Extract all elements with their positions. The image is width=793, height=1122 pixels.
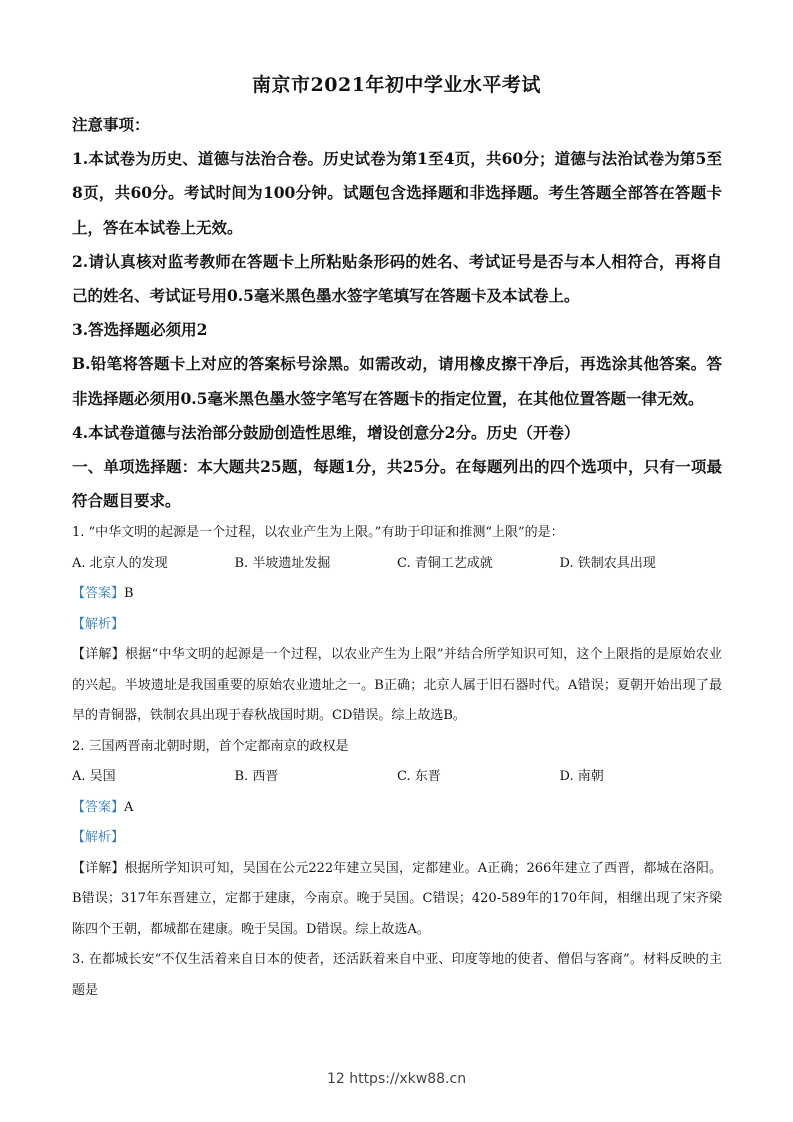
answer-value: A [124,799,134,815]
option-c: C. 东晋 [397,769,441,785]
option-a: A. 北京人的发现 [72,555,168,571]
question-3 [72,945,722,1006]
notice-item-4: 4.本试卷道德与法治部分鼓励创造性思维，增设创意分2分。历史（开卷） [72,422,580,442]
notice-item-3: 3.答选择题必须用2 [72,320,208,340]
question-1 [72,518,722,732]
analysis-label: 【解析】 [72,830,125,846]
question-2 [72,732,722,946]
detail-text: 根据“中华文明的起源是一个过程，以农业产生为上限”并结合所学知识可知，这个上限指的是原始农业的兴起。半坡遗址是我国重要的原始农业遗址之一。B正确；北京人属于旧石器时代。A错误；夏朝开始出现了最早的青铜器，铁制农具出现于春秋战国时期。CD错误。综上故选B。 [72,647,722,724]
options-row [72,762,722,793]
analysis-label: 【解析】 [72,616,125,632]
option-c: C. 青铜工艺成就 [397,555,493,571]
answer-value: B [124,586,134,602]
option-b: B. 半坡遗址发掘 [234,555,331,571]
answer-label: 【答案】 [72,586,125,602]
question-stem: 3. 在都城长安“不仅生活着来自日本的使者，还活跃着来自中亚、印度等地的使者、僧侣与客商”。材料反映的主题是 [72,952,722,998]
option-b: B. 西晋 [234,769,279,785]
answer-line [72,579,722,610]
document-body [72,108,722,1006]
question-stem: 2. 三国两晋南北朝时期，首个定都南京的政权是 [72,738,349,754]
answer-line [72,793,722,824]
notice-item-1: 1.本试卷为历史、道德与法治合卷。历史试卷为第1至4页，共60分；道德与法治试卷为第5至8页，共60分。考试时间为100分钟。试题包含选择题和非选择题。考生答题全部答在答题卡上，答在本试卷上无效。 [72,149,722,237]
detail-paragraph [72,640,722,732]
option-d: D. 铁制农具出现 [559,555,656,571]
notice-block [72,108,722,518]
notice-item-3-cont: B.铅笔将答题卡上对应的答案标号涂黑。如需改动，请用橡皮擦干净后，再选涂其他答案。答非选择题必须用0.5毫米黑色墨水签字笔写在答题卡的指定位置，在其他位置答题一律无效。 [72,354,722,408]
option-a: A. 吴国 [72,769,116,785]
notice-heading: 注意事项： [72,115,150,134]
options-row [72,549,722,580]
section-heading: 一、单项选择题：本大题共25题，每题1分，共25分。在每题列出的四个选项中，只有一项最符合题目要求。 [72,457,722,511]
question-stem: 1. “中华文明的起源是一个过程，以农业产生为上限。”有助于印证和推测“上限”的是： [72,525,564,541]
option-d: D. 南朝 [559,769,604,785]
detail-label: 【详解】 [72,860,125,876]
page-footer: 12 https://xkw88.cn [326,1071,467,1087]
detail-text: 根据所学知识可知，吴国在公元222年建立吴国，定都建业。A正确；266年建立了西晋，都城在洛阳。B错误；317年东晋建立，定都于建康，今南京。晚于吴国。C错误；420-589年的170年间，相继出现了宋齐梁陈四个王朝，都城都在建康。晚于吴国。D错误。综上故选A。 [72,860,722,937]
detail-paragraph [72,854,722,946]
page-title: 南京市2021年初中学业水平考试 [252,74,541,96]
answer-label: 【答案】 [72,799,125,815]
detail-label: 【详解】 [72,647,126,663]
notice-item-2: 2.请认真核对监考教师在答题卡上所粘贴条形码的姓名、考试证号是否与本人相符合，再将自己的姓名、考试证号用0.5毫米黑色墨水签字笔填写在答题卡及本试卷上。 [72,251,722,306]
